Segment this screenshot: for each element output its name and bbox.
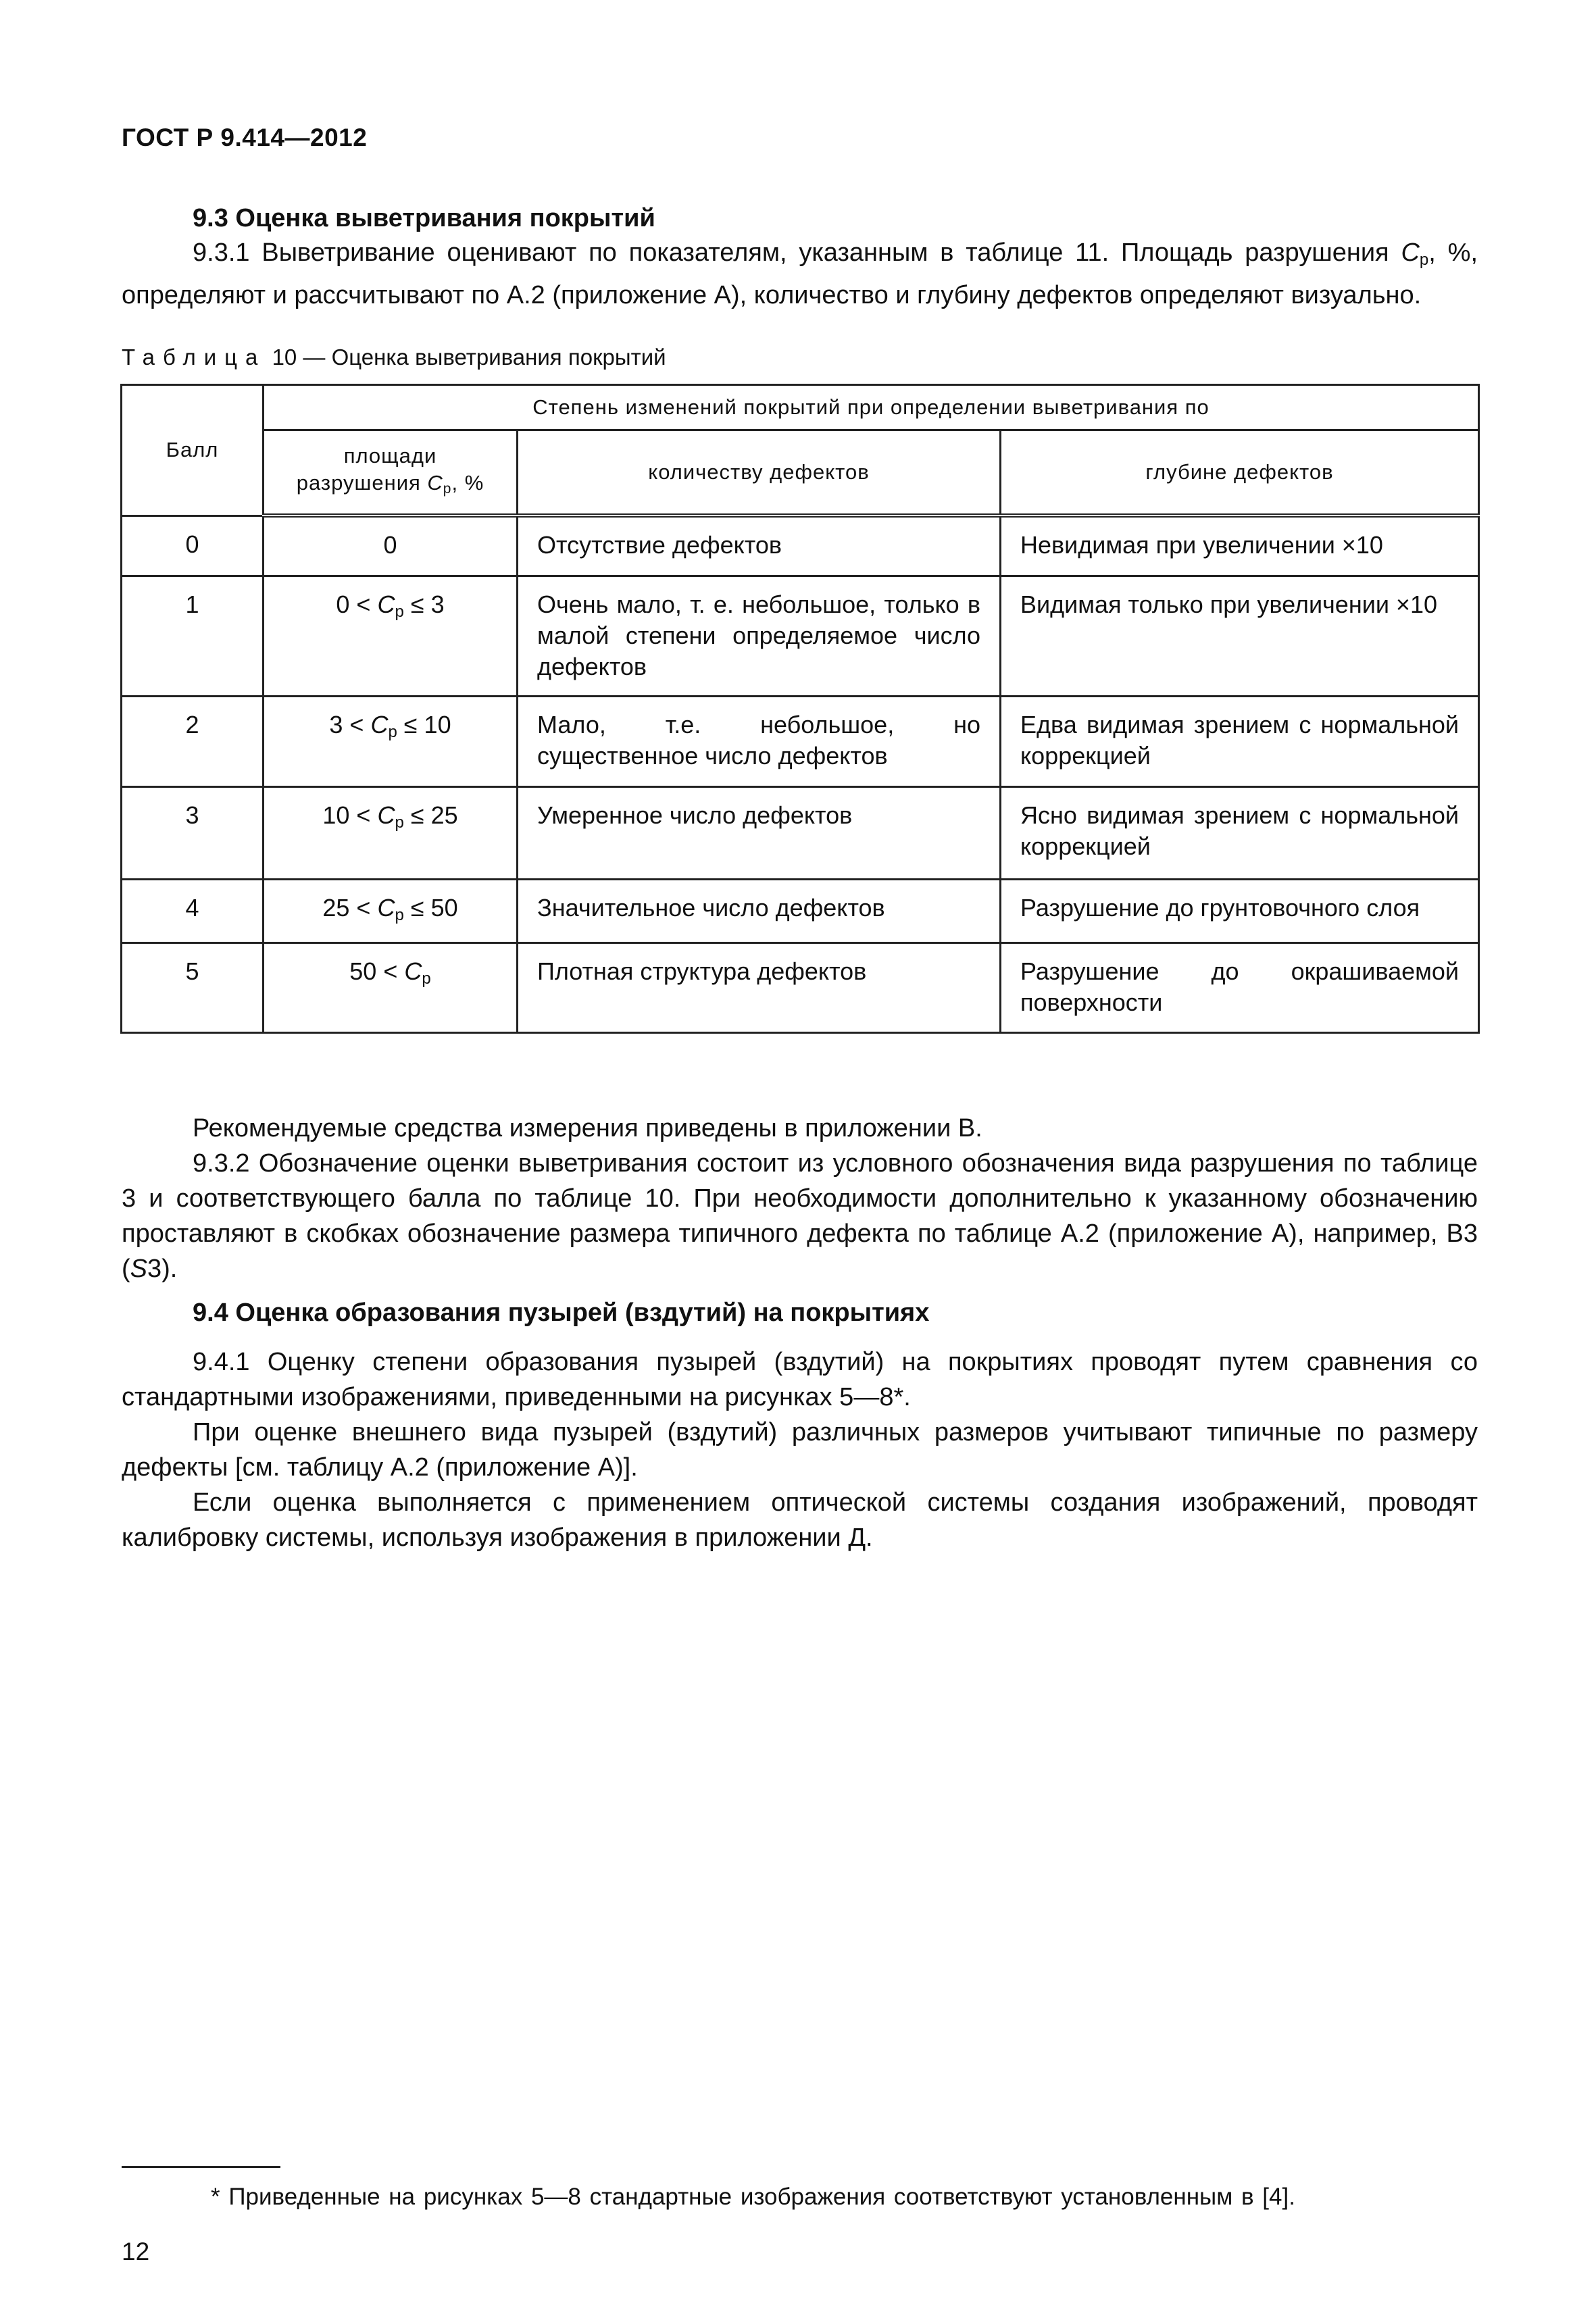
paragraph-optical-system: Если оценка выполняется с применением оптической системы создания изображений, проводят калибровку системы, используя изображения в приложении Д. [122,1488,1478,1552]
cell-area: $0 < C_p \le 3$ [264,576,518,696]
table-row [122,879,1479,942]
recommended-tools-text: Рекомендуемые средства измерения приведены в приложении В. [193,1114,982,1142]
cell-area: $50 < C_p$ [264,942,518,1032]
cell-depth: Невидимая при увеличении ×10 [1001,515,1479,576]
cell-ball: 1 [122,576,264,696]
table-row [122,696,1479,786]
cell-count: Мало, т.е. небольшое, но существенное число дефектов [518,696,1001,786]
cell-ball: 5 [122,942,264,1032]
section-9-4-title: 9.4 Оценка образования пузырей (вздутий) на покрытиях [193,1299,930,1327]
header-depth: глубине дефектов [1001,430,1479,516]
paragraph-9-4-1: 9.4.1 Оценку степени образования пузырей (вздутий) на покрытиях проводят путем сравнения со стандартными изображениями, приведенными на рисунках 5—8*. [122,1348,1478,1411]
cell-area: 0 [264,515,518,576]
cell-depth: Ясно видимая зрением с нормальной коррекцией [1001,786,1479,879]
symbol-subscript: p [1419,251,1429,269]
cell-count: Умеренное число дефектов [518,786,1001,879]
cell-area: $10 < C_p \le 25$ [264,786,518,879]
cell-area: $3 < C_p \le 10$ [264,696,518,786]
cell-ball: 4 [122,879,264,942]
table-row [122,515,1479,576]
paragraph-bubble-sizes: При оценке внешнего вида пузырей (вздутий) различных размеров учитывают типичные по размеру дефекты [см. таблицу А.2 (приложение А)]. [122,1418,1478,1482]
weathering-table [120,384,1480,1034]
section-9-3-title: 9.3 Оценка выветривания покрытий [193,204,655,232]
standard-designation: ГОСТ Р 9.414—2012 [122,124,368,151]
table-row [122,942,1479,1032]
symbol-c: C [1401,238,1420,267]
cell-count: Плотная структура дефектов [518,942,1001,1032]
paragraph-9-3-1: 9.3.1 Выветривание оценивают по показателям, указанным в таблице 11. Площадь разрушения $C_p$, %, определяют и рассчитывают по А.2 (приложение А), количество и глубину дефектов определяют визуально. [122,238,1478,309]
header-count: количеству дефектов [518,430,1001,516]
header-group: Степень изменений покрытий при определении выветривания по [264,385,1479,430]
cell-count: Значительное число дефектов [518,879,1001,942]
table-row [122,576,1479,696]
footnote: * Приведенные на рисунках 5—8 стандартные изображения соответствуют установленным в [4]. [211,2184,1295,2210]
cell-ball: 3 [122,786,264,879]
cell-count: Очень мало, т. е. небольшое, только в малой степени определяемое число дефектов [518,576,1001,696]
table-caption: Таблица 10 — Оценка выветривания покрытий [122,345,666,370]
table-row [122,786,1479,879]
page-number: 12 [122,2238,150,2265]
header-area: площади разрушения Cp, % [264,430,518,516]
cell-ball: 0 [122,515,264,576]
cell-depth: Видимая только при увеличении ×10 [1001,576,1479,696]
footnote-separator [122,2166,280,2168]
cell-depth: Разрушение до грунтовочного слоя [1001,879,1479,942]
header-ball: Балл [122,385,264,516]
cell-depth: Едва видимая зрением с нормальной коррекцией [1001,696,1479,786]
cell-count: Отсутствие дефектов [518,515,1001,576]
cell-area: $25 < C_p \le 50$ [264,879,518,942]
cell-ball: 2 [122,696,264,786]
cell-depth: Разрушение до окрашиваемой поверхности [1001,942,1479,1032]
paragraph-9-3-2: 9.3.2 Обозначение оценки выветривания состоит из условного обозначения вида разрушения по таблице 3 и соответствующего балла по таблице 10. При необходимости дополнительно к указанному обозначению проставляют в скобках обозначение размера типичного дефекта по таблице А.2 (приложение А), например, В3 (S3). [122,1149,1478,1283]
